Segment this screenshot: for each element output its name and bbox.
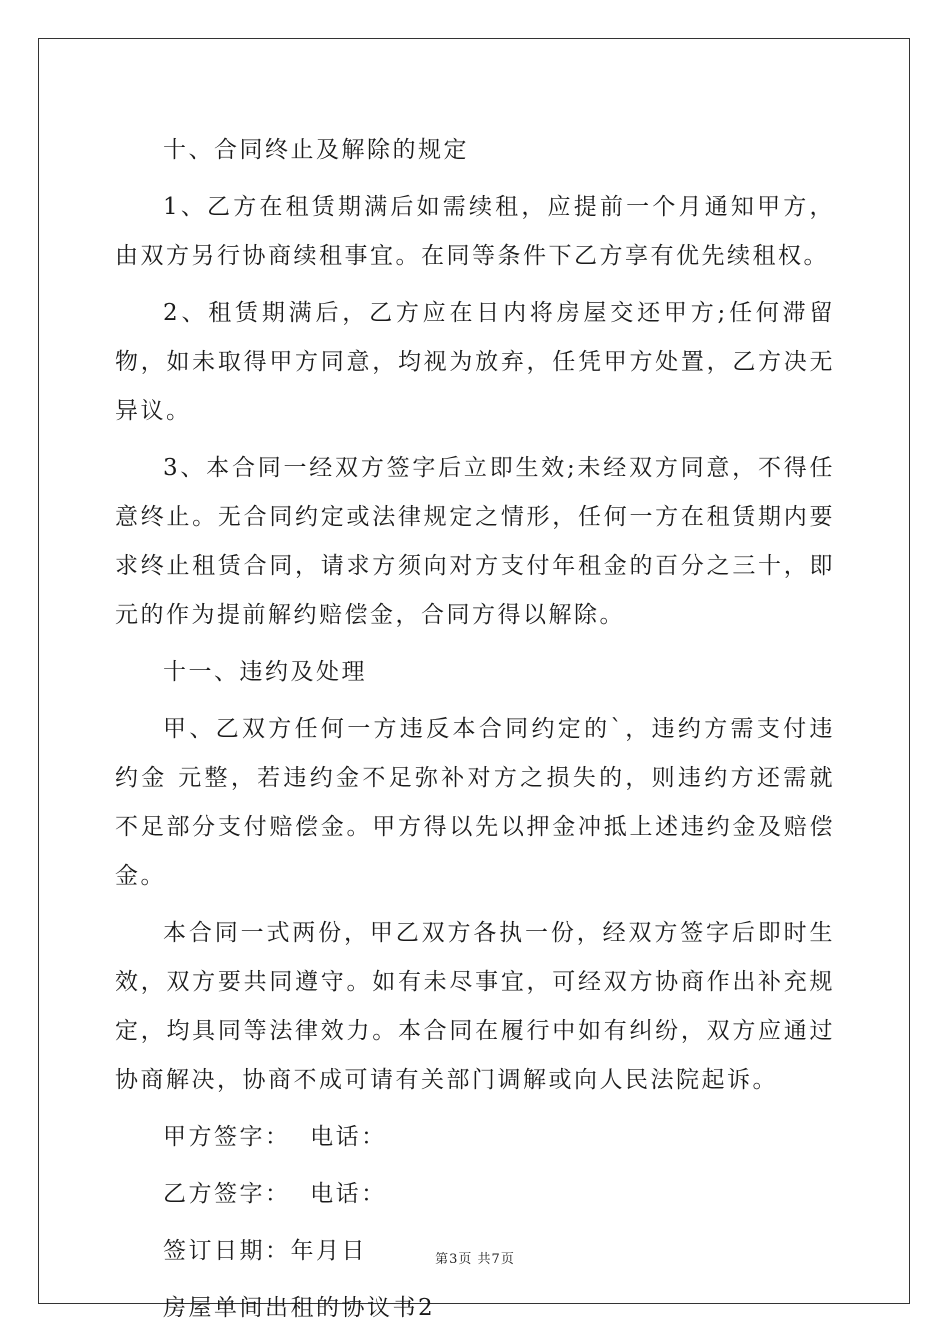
- clause-effective-termination: 3、本合同一经双方签字后立即生效;未经双方同意，不得任意终止。无合同约定或法律规定之情形，任何一方在租赁期内要求终止租赁合同，请求方须向对方支付年租金的百分之三十，即 元的作为提前解约赔偿金，合同方得以解除。: [115, 455, 835, 628]
- document-body: [115, 126, 835, 1333]
- page-number-footer: 第3页 共7页: [435, 1252, 515, 1267]
- clause-renewal: 1、乙方在租赁期满后如需续租，应提前一个月通知甲方，由双方另行协商续租事宜。在同等条件下乙方享有优先续租权。: [115, 194, 835, 269]
- section-heading-breach: 十一、违约及处理: [163, 659, 367, 685]
- signing-date-line: 签订日期：年月日: [163, 1238, 367, 1264]
- party-b-signature-line: 乙方签字： 电话：: [163, 1181, 387, 1207]
- clause-expiry-return: 2、租赁期满后，乙方应在日内将房屋交还甲方;任何滞留物，如未取得甲方同意，均视为放弃，任凭甲方处置，乙方决无异议。: [115, 300, 835, 424]
- party-a-signature-line: 甲方签字： 电话：: [163, 1124, 387, 1150]
- clause-breach-penalty: 甲、乙双方任何一方违反本合同约定的`，违约方需支付违约金 元整，若违约金不足弥补对方之损失的，则违约方还需就不足部分支付赔偿金。甲方得以先以押金冲抵上述违约金及赔偿金。: [115, 716, 835, 889]
- next-agreement-title: 房屋单间出租的协议书2: [163, 1295, 436, 1321]
- section-heading-termination: 十、合同终止及解除的规定: [163, 137, 469, 163]
- clause-copies-disputes: 本合同一式两份，甲乙双方各执一份，经双方签字后即时生效，双方要共同遵守。如有未尽事宜，可经双方协商作出补充规定，均具同等法律效力。本合同在履行中如有纠纷，双方应通过协商解决，协商不成可请有关部门调解或向人民法院起诉。: [115, 920, 835, 1093]
